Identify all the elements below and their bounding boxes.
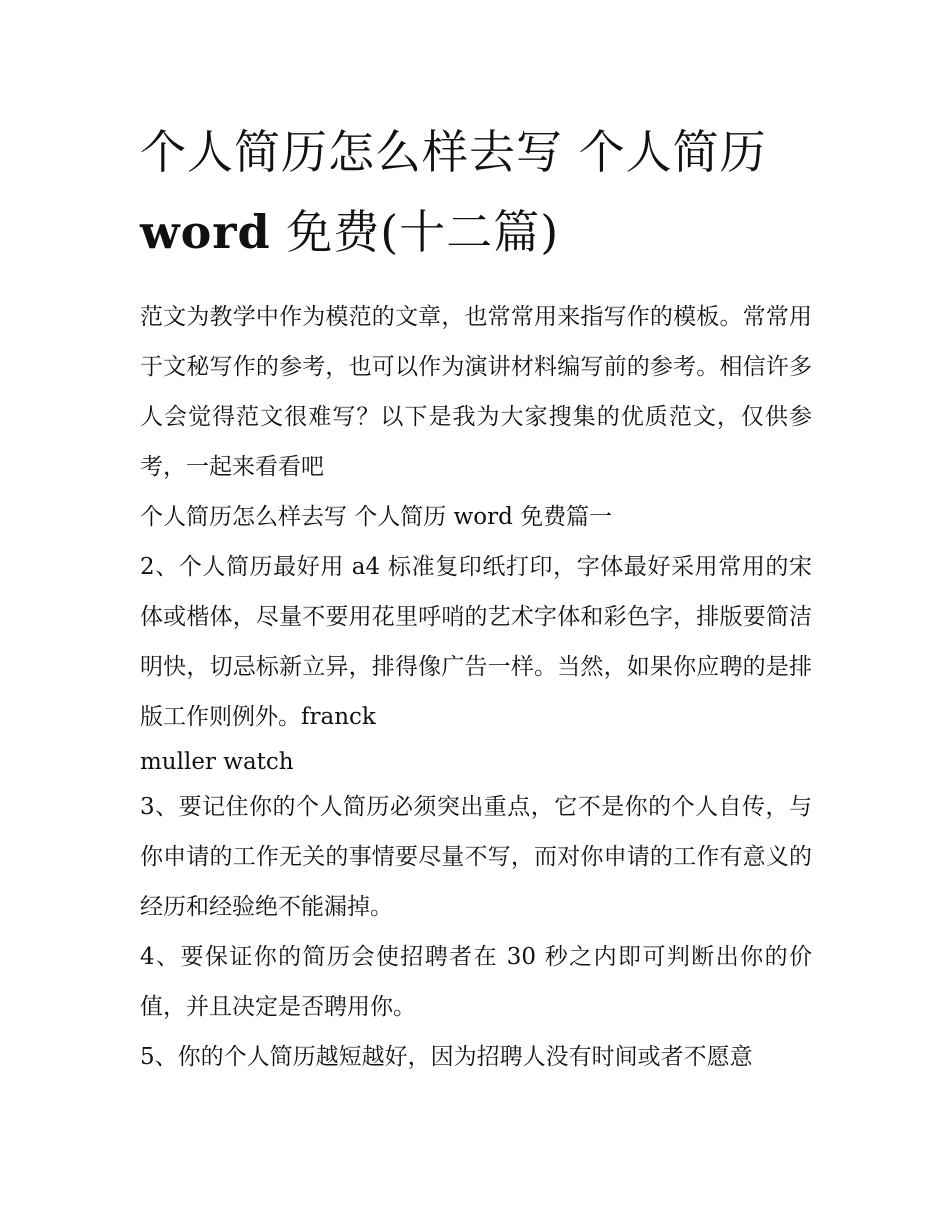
title-word: word xyxy=(140,205,271,259)
section-heading: 个人简历怎么样去写 个人简历 word 免费篇一 xyxy=(140,504,613,530)
paragraph-5: 5、你的个人简历越短越好，因为招聘人没有时间或者不愿意 xyxy=(140,1044,753,1070)
intro-paragraph: 范文为教学中作为模范的文章，也常常用来指写作的模板。常常用于文秘写作的参考，也可以作为演讲材料编写前的参考。相信许多人会觉得范文很难写？以下是我为大家搜集的优质范文，仅供参考，一起来看看吧 xyxy=(140,304,812,480)
paragraph-2-tail: muller watch xyxy=(140,749,294,775)
title-text-part2: 免费(十二篇) xyxy=(270,205,560,259)
paragraph-4: 4、要保证你的简历会使招聘者在 30 秒之内即可判断出你的价值，并且决定是否聘用你。 xyxy=(140,944,812,1020)
title-text-part1: 个人简历怎么样去写 个人简历 xyxy=(140,125,767,179)
paragraph-3: 3、要记住你的个人简历必须突出重点，它不是你的个人自传，与你申请的工作无关的事情要尽量不写，而对你申请的工作有意义的经历和经验绝不能漏掉。 xyxy=(140,794,812,920)
document-title xyxy=(140,112,812,272)
document-page xyxy=(140,112,812,1082)
paragraph-2: 2、个人简历最好用 a4 标准复印纸打印，字体最好采用常用的宋体或楷体，尽量不要用花里呼哨的艺术字体和彩色字，排版要简洁明快，切忌标新立异，排得像广告一样。当然，如果你应聘的是排版工作则例外。franck xyxy=(140,554,812,730)
